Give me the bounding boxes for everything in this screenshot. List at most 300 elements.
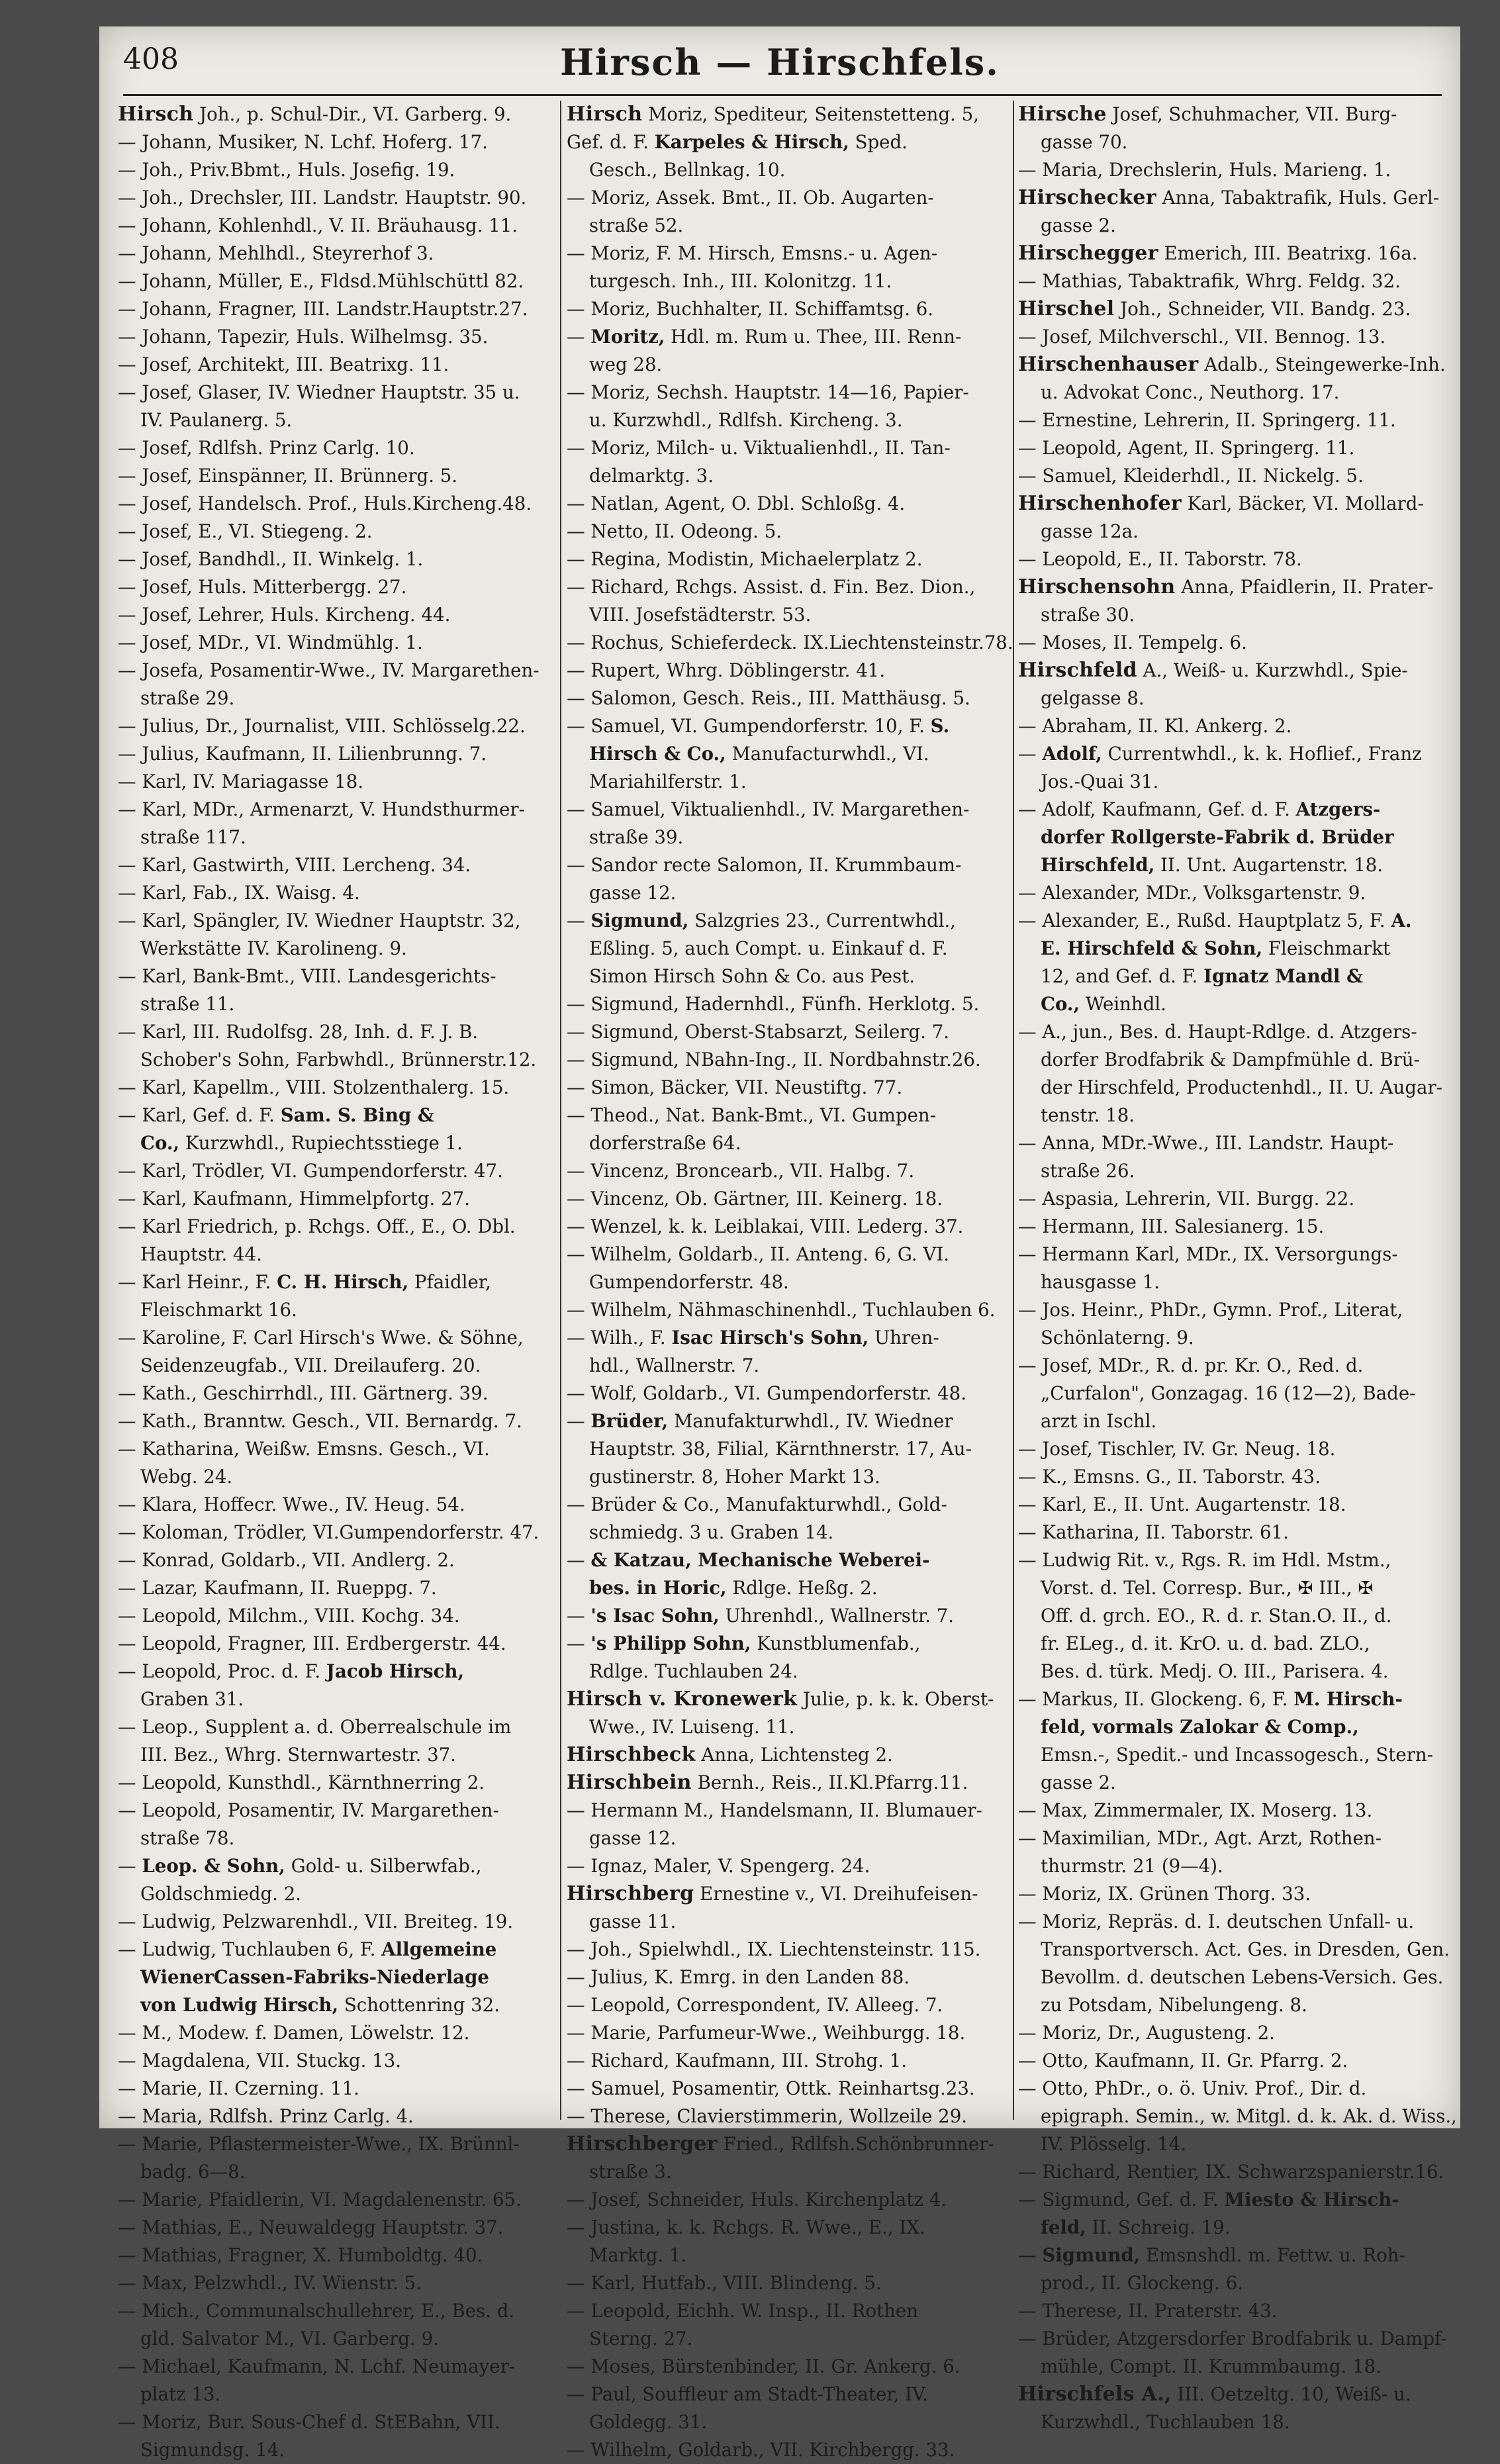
directory-entry-line [567, 2353, 1008, 2381]
directory-entry-line [567, 518, 1008, 545]
directory-entry-line [1018, 1546, 1448, 1574]
entry-text: — Ludwig, Pelzwarenhdl., VII. Breiteg. 19. [118, 1911, 514, 1932]
directory-entry-line [1018, 212, 1448, 240]
entry-text: Hdl. m. Rum u. Thee, III. Renn- [665, 326, 962, 348]
directory-entry-line [118, 1602, 555, 1630]
entry-text: — Karl, Bank-Bmt., VIII. Landesgerichts- [118, 965, 496, 987]
entry-text: Hauptstr. 38, Filial, Kärnthnerstr. 17, Au- [589, 1438, 972, 1460]
directory-entry-line [567, 1797, 1008, 1824]
entry-text: — Max, Pelzwhdl., IV. Wienstr. 5. [118, 2272, 422, 2294]
entry-text: — Josef, MDr., VI. Windmühlg. 1. [118, 632, 423, 653]
firm-name: M. Hirsch- [1293, 1688, 1403, 1710]
entry-text: gasse 12. [589, 882, 677, 904]
directory-entry-line [567, 2269, 1008, 2297]
directory-entry-line [567, 629, 1013, 657]
entry-text: — Hermann Karl, MDr., IX. Versorgungs- [1018, 1243, 1398, 1265]
entry-text: — M., Modew. f. Damen, Löwelstr. 12. [118, 2022, 470, 2044]
entry-text: gasse 70. [1041, 131, 1128, 153]
directory-entry-line [567, 1519, 1008, 1546]
directory-entry-line [118, 1129, 555, 1157]
directory-entry-line [118, 379, 555, 406]
directory-entry-line [1018, 406, 1448, 434]
entry-text: badg. 6—8. [140, 2161, 246, 2183]
directory-entry-line [1018, 156, 1448, 184]
entry-text: gasse 2. [1041, 214, 1116, 236]
entry-headword: Hirschenhofer [1018, 492, 1182, 515]
entry-text: — Samuel, Kleiderhdl., II. Nickelg. 5. [1018, 465, 1364, 487]
entry-text: — Leopold, Kunsthdl., Kärnthnerring 2. [118, 1772, 485, 1793]
entry-text: — Richard, Rchgs. Assist. d. Fin. Bez. Dion., [567, 576, 976, 598]
directory-entry-line [1018, 657, 1448, 685]
entry-text: — Maria, Rdlfsh. Prinz Carlg. 4. [118, 2105, 414, 2127]
entry-text: Kunstblumenfab., [751, 1633, 921, 1654]
directory-entry-line [118, 712, 555, 740]
entry-text: — Katharina, Weißw. Emsns. Gesch., VI. [118, 1438, 490, 1460]
entry-text: platz 13. [140, 2383, 221, 2405]
directory-entry-line [567, 1157, 1008, 1185]
directory-entry-line [1018, 1797, 1448, 1824]
entry-text: — Johann, Musiker, N. Lchf. Hoferg. 17. [118, 131, 488, 153]
directory-column-2 [567, 101, 1013, 2461]
entry-text: Mariahilferstr. 1. [589, 771, 747, 792]
directory-entry-line [1018, 1407, 1448, 1435]
entry-text: — Leopold, E., II. Taborstr. 78. [1018, 548, 1302, 570]
directory-entry-line [118, 1491, 555, 1519]
entry-text: — [567, 910, 591, 931]
entry-text: IV. Paulanerg. 5. [140, 409, 293, 431]
entry-text: — Jos. Heinr., PhDr., Gymn. Prof., Literat, [1018, 1299, 1403, 1321]
directory-entry-line [567, 1352, 1008, 1380]
directory-column-1 [118, 101, 555, 2461]
entry-text: Simon Hirsch Sohn & Co. aus Pest. [589, 965, 915, 987]
directory-entry-line [1018, 963, 1448, 990]
firm-name: 's Isac Sohn, [590, 1605, 720, 1627]
entry-text: — Anna, MDr.-Wwe., III. Landstr. Haupt- [1018, 1132, 1394, 1154]
entry-text: — Rupert, Whrg. Döblingerstr. 41. [567, 659, 886, 681]
entry-text: — Johann, Tapezir, Huls. Wilhelmsg. 35. [118, 326, 489, 348]
directory-entry-line [118, 1574, 555, 1602]
directory-entry-line [118, 1546, 555, 1574]
entry-text: — Karl, Hutfab., VIII. Blindeng. 5. [567, 2272, 882, 2294]
directory-entry-line [567, 824, 1008, 851]
entry-text: Goldschmiedg. 2. [140, 1883, 302, 1905]
entry-text: — Simon, Bäcker, VII. Neustiftg. 77. [567, 1076, 903, 1098]
directory-entry-line [1018, 462, 1448, 490]
entry-text: gld. Salvator M., VI. Garberg. 9. [140, 2328, 439, 2349]
directory-entry-line [567, 1824, 1008, 1852]
entry-headword: Hirschel [1018, 297, 1115, 320]
directory-entry-line [567, 1407, 1008, 1435]
directory-entry-line [567, 1018, 1008, 1046]
entry-text: straße 117. [140, 826, 246, 848]
entry-text: Gumpendorferstr. 48. [589, 1271, 789, 1293]
entry-headword: Hirsch [118, 103, 194, 126]
directory-entry-line [567, 990, 1008, 1018]
directory-entry-line [118, 240, 555, 267]
directory-entry-line [118, 2381, 555, 2408]
column-divider [560, 101, 561, 2120]
directory-entry-line [567, 2297, 1008, 2325]
entry-text: — Hermann, III. Salesianerg. 15. [1018, 1215, 1325, 1237]
entry-text: gasse 2. [1041, 1772, 1116, 1793]
entry-text: — Moriz, Bur. Sous-Chef d. StEBahn, VII. [118, 2411, 500, 2433]
entry-text: Manufakturwhdl., IV. Wiedner [668, 1410, 953, 1432]
entry-text: — Moriz, Milch- u. Viktualienhdl., II. Tan- [567, 437, 951, 459]
entry-headword: Hirschbein [567, 1771, 692, 1794]
firm-name: Hirschfeld, [1041, 854, 1155, 876]
entry-text: Joh., Schneider, VII. Bandg. 23. [1114, 298, 1411, 320]
directory-entry-line [118, 1463, 555, 1491]
directory-entry-line [1018, 1964, 1448, 1991]
firm-name: C. H. Hirsch, [277, 1271, 409, 1293]
directory-entry-line [1018, 351, 1448, 379]
directory-entry-line [567, 323, 1008, 351]
directory-entry-line [118, 2408, 555, 2436]
entry-text: — Leopold, Posamentir, IV. Margarethen- [118, 1799, 499, 1821]
entry-text: — Hermann M., Handelsmann, II. Blumauer- [567, 1799, 982, 1821]
directory-entry-line [567, 740, 1008, 768]
entry-text: Anna, Pfaidlerin, II. Prater- [1175, 576, 1434, 598]
directory-entry-line [118, 1964, 555, 1991]
entry-text: Hauptstr. 44. [140, 1243, 262, 1265]
directory-entry-line [1018, 685, 1448, 712]
directory-entry-line [567, 1685, 1008, 1713]
directory-entry-line [118, 462, 555, 490]
directory-entry-line [1018, 1936, 1448, 1964]
directory-entry-line [1018, 1991, 1448, 2019]
directory-entry-line [1018, 824, 1448, 851]
directory-entry-line [118, 2130, 555, 2158]
entry-text: — Marie, Parfumeur-Wwe., Weihburgg. 18. [567, 2022, 966, 2044]
directory-entry-line [567, 2019, 1008, 2047]
entry-headword: Hirsche [1018, 103, 1107, 126]
entry-text: — Brüder, Atzgersdorfer Brodfabrik u. Dampf- [1018, 2328, 1447, 2349]
directory-entry-line [118, 1658, 555, 1685]
directory-entry-line [1018, 2408, 1448, 2436]
entry-text: — Josef, Einspänner, II. Brünnerg. 5. [118, 465, 458, 487]
entry-text: Wwe., IV. Luiseng. 11. [589, 1716, 795, 1738]
directory-entry-line [1018, 1574, 1448, 1602]
entry-text: — Moriz, F. M. Hirsch, Emsns.- u. Agen- [567, 242, 938, 264]
directory-entry-line [1018, 935, 1448, 963]
entry-text: — Moriz, Repräs. d. I. deutschen Unfall- u. [1018, 1911, 1415, 1932]
directory-entry-line [118, 2103, 555, 2130]
entry-text: IV. Plösselg. 14. [1041, 2133, 1187, 2155]
entry-text: — Karl, Gastwirth, VIII. Lercheng. 34. [118, 854, 471, 876]
directory-entry-line [118, 1407, 555, 1435]
directory-entry-line [118, 406, 555, 434]
directory-entry-line [1018, 712, 1448, 740]
directory-entry-line [567, 963, 1008, 990]
entry-text: gelgasse 8. [1041, 687, 1145, 709]
directory-entry-line [118, 1213, 555, 1241]
entry-text: — Josef, E., VI. Stiegeng. 2. [118, 520, 373, 542]
directory-entry-line [567, 434, 1008, 462]
entry-text: thurmstr. 21 (9—4). [1041, 1855, 1223, 1877]
directory-entry-line [1018, 1519, 1448, 1546]
column-divider [1013, 101, 1014, 2120]
firm-name: Co., [1041, 993, 1080, 1015]
directory-entry-line [1018, 1463, 1448, 1491]
entry-text: — Josef, Milchverschl., VII. Bennog. 13. [1018, 326, 1386, 348]
entry-text: Eßling. 5, auch Compt. u. Einkauf d. F. [589, 937, 948, 959]
entry-text: — Josef, Schneider, Huls. Kirchenplatz 4. [567, 2189, 947, 2210]
directory-entry-line [118, 2158, 555, 2186]
entry-text: Sped. [849, 131, 908, 153]
directory-entry-line [1018, 2325, 1448, 2353]
firm-name: Sigmund, [1042, 2244, 1141, 2266]
directory-entry-line [1018, 1157, 1448, 1185]
directory-entry-line [567, 2186, 1008, 2214]
entry-headword: Hirsch v. Kronewerk [567, 1687, 798, 1711]
directory-entry-line [118, 1991, 555, 2019]
entry-text: — Therese, Clavierstimmerin, Wollzeile 29. [567, 2105, 968, 2127]
firm-name: feld, vormals Zalokar & Comp., [1041, 1716, 1359, 1738]
entry-text: Fried., Rdlfsh.Schönbrunner- [717, 2133, 994, 2155]
entry-text: — Ludwig Rit. v., Rgs. R. im Hdl. Mstm., [1018, 1549, 1391, 1571]
directory-entry-line [118, 1018, 555, 1046]
entry-text: Josef, Schuhmacher, VII. Burg- [1106, 103, 1397, 125]
directory-entry-line [567, 1324, 1008, 1352]
directory-entry-line [1018, 2381, 1448, 2408]
entry-text: Anna, Lichtensteg 2. [695, 1744, 893, 1766]
directory-entry-line [1018, 1769, 1448, 1797]
directory-entry-line [1018, 1129, 1448, 1157]
directory-column-3 [1018, 101, 1457, 2433]
entry-text: — Katharina, II. Taborstr. 61. [1018, 1521, 1289, 1543]
entry-text: Julie, p. k. k. Oberst- [797, 1688, 994, 1710]
directory-entry-line [1018, 1852, 1448, 1880]
entry-text: Kurzwhdl., Rupiechtsstiege 1. [179, 1132, 463, 1154]
entry-text: II. Unt. Augartenstr. 18. [1154, 854, 1383, 876]
entry-text: prod., II. Glockeng. 6. [1041, 2272, 1244, 2294]
entry-text: — Sigmund, Gef. d. F. [1018, 2189, 1225, 2210]
entry-text: Graben 31. [140, 1688, 244, 1710]
directory-entry-line [567, 1936, 1008, 1964]
directory-entry-line [567, 1491, 1008, 1519]
entry-text: — Brüder & Co., Manufakturwhdl., Gold- [567, 1493, 947, 1515]
directory-entry-line [567, 1908, 1008, 1936]
directory-entry-line [1018, 1324, 1448, 1352]
directory-entry-line [567, 1129, 1008, 1157]
entry-text: — Leop., Supplent a. d. Oberrealschule im [118, 1716, 512, 1738]
directory-entry-line [118, 740, 555, 768]
entry-text: straße 78. [140, 1827, 235, 1849]
entry-text: Schönlaterng. 9. [1041, 1327, 1194, 1349]
entry-text: — Karl, Kaufmann, Himmelpfortg. 27. [118, 1188, 470, 1209]
firm-name: A. [1391, 910, 1412, 931]
entry-text: — Regina, Modistin, Michaelerplatz 2. [567, 548, 923, 570]
entry-text: III. Bez., Whrg. Sternwartestr. 37. [140, 1744, 457, 1766]
directory-entry-line [118, 796, 555, 824]
directory-entry-line [118, 351, 555, 379]
entry-text: — Karl, Gef. d. F. [118, 1104, 281, 1126]
directory-entry-line [1018, 101, 1448, 128]
entry-text: — [567, 1605, 591, 1627]
directory-entry-line [118, 2214, 555, 2242]
directory-entry-line [1018, 740, 1448, 768]
entry-text: — Leopold, Correspondent, IV. Alleeg. 7. [567, 1994, 943, 2016]
entry-text: Uhrenhdl., Wallnerstr. 7. [719, 1605, 955, 1627]
entry-text: — Johann, Müller, E., Fldsd.Mühlschüttl 82. [118, 270, 524, 292]
entry-text: — Lazar, Kaufmann, II. Rueppg. 7. [118, 1577, 437, 1599]
directory-entry-line [567, 490, 1008, 518]
entry-text: — Mathias, Tabaktrafik, Whrg. Feldg. 32. [1018, 270, 1401, 292]
entry-text: — Natlan, Agent, O. Dbl. Schloßg. 4. [567, 493, 906, 514]
directory-entry-line [118, 267, 555, 295]
entry-text: — Mathias, Fragner, X. Humboldtg. 40. [118, 2244, 483, 2266]
directory-entry-line [118, 1296, 555, 1324]
directory-entry-line [118, 1936, 555, 1964]
entry-text: Fleischmarkt 16. [140, 1299, 297, 1321]
directory-entry-line [1018, 990, 1448, 1018]
entry-text: — Vincenz, Broncearb., VII. Halbg. 7. [567, 1160, 915, 1182]
entry-text: Jos.-Quai 31. [1041, 771, 1159, 792]
entry-text: straße 29. [140, 687, 235, 709]
entry-text: u. Kurzwhdl., Rdlfsh. Kircheng. 3. [589, 409, 903, 431]
directory-entry-line [567, 1435, 1008, 1463]
entry-text: Kurzwhdl., Tuchlauben 18. [1041, 2411, 1290, 2433]
directory-entry-line [118, 2436, 555, 2464]
entry-text: — Marie, Pflastermeister-Wwe., IX. Brünnl- [118, 2133, 520, 2155]
directory-entry-line [118, 518, 555, 545]
directory-entry-line [567, 879, 1008, 907]
directory-entry-line [567, 657, 1008, 685]
entry-text: 12, and Gef. d. F. [1041, 965, 1204, 987]
entry-text: — Johann, Mehlhdl., Steyrerhof 3. [118, 242, 434, 264]
directory-entry-line [118, 879, 555, 907]
entry-text: — [567, 1549, 591, 1571]
directory-entry-line [118, 545, 555, 573]
directory-entry-line [1018, 2269, 1448, 2297]
directory-entry-line [567, 295, 1008, 323]
entry-text: — Josefa, Posamentir-Wwe., IV. Margarethen- [118, 659, 539, 681]
entry-text: — Sigmund, NBahn-Ing., II. Nordbahnstr.26. [567, 1049, 981, 1070]
directory-entry-line [567, 1102, 1008, 1129]
entry-text: straße 26. [1041, 1160, 1135, 1182]
directory-entry-line [1018, 851, 1448, 879]
entry-text: — Leopold, Eichh. W. Insp., II. Rothen [567, 2300, 919, 2322]
directory-entry-line [1018, 1046, 1448, 1074]
directory-entry-line [567, 1713, 1008, 1741]
directory-entry-line [1018, 240, 1448, 267]
directory-entry-line [567, 1991, 1008, 2019]
entry-text: fr. ELeg., d. it. KrO. u. d. bad. ZLO., [1041, 1633, 1370, 1654]
entry-text: — [567, 326, 591, 348]
entry-text: — Otto, Kaufmann, II. Gr. Pfarrg. 2. [1018, 2050, 1348, 2071]
directory-entry-line [1018, 2075, 1448, 2103]
entry-text: — Wilh., F. [567, 1327, 672, 1349]
firm-name: Sam. S. Bing & [280, 1104, 434, 1126]
directory-entry-line [118, 768, 555, 796]
entry-text: Webg. 24. [140, 1466, 233, 1488]
directory-entry-line [567, 128, 1008, 156]
directory-entry-line [567, 851, 1008, 879]
entry-text: — Mich., Communalschullehrer, E., Bes. d. [118, 2300, 515, 2322]
directory-entry-line [1018, 434, 1448, 462]
directory-entry-line [567, 935, 1008, 963]
directory-entry-line [118, 1630, 555, 1658]
directory-entry-line [567, 2408, 1008, 2436]
entry-text: — Samuel, Viktualienhdl., IV. Margarethen- [567, 798, 970, 820]
entry-text: — Karl, Kapellm., VIII. Stolzenthalerg. 15. [118, 1076, 510, 1098]
entry-text: — Josef, Glaser, IV. Wiedner Hauptstr. 35 u. [118, 381, 520, 403]
directory-entry-line [1018, 1352, 1448, 1380]
entry-text: — Josef, Huls. Mitterbergg. 27. [118, 576, 407, 598]
entry-text: — Josef, MDr., R. d. pr. Kr. O., Red. d. [1018, 1354, 1364, 1376]
directory-entry-line [118, 1824, 555, 1852]
directory-entry-line [567, 462, 1008, 490]
entry-text: — Leopold, Agent, II. Springerg. 11. [1018, 437, 1355, 459]
directory-entry-line [567, 685, 1008, 712]
directory-entry-line [1018, 2297, 1448, 2325]
entry-text: — Moses, II. Tempelg. 6. [1018, 632, 1247, 653]
entry-text: straße 52. [589, 214, 684, 236]
directory-entry-line [118, 824, 555, 851]
entry-text: zu Potsdam, Nibelungeng. 8. [1041, 1994, 1307, 2016]
entry-text: — Paul, Souffleur am Stadt-Theater, IV. [567, 2383, 928, 2405]
directory-entry-line [567, 2242, 1008, 2269]
directory-entry-line [118, 2269, 555, 2297]
directory-entry-line [118, 1268, 555, 1296]
firm-name: S. [930, 715, 950, 737]
directory-entry-line [118, 1185, 555, 1213]
directory-entry-line [1018, 2047, 1448, 2075]
directory-entry-line [567, 156, 1008, 184]
directory-entry-line [118, 212, 555, 240]
directory-entry-line [1018, 768, 1448, 796]
directory-entry-line [567, 2103, 1008, 2130]
directory-entry-line [567, 1741, 1008, 1769]
directory-entry-line [118, 1046, 555, 1074]
directory-entry-line [1018, 1074, 1448, 1102]
entry-text: — Magdalena, VII. Stuckg. 13. [118, 2050, 402, 2071]
directory-entry-line [1018, 879, 1448, 907]
directory-entry-line [118, 490, 555, 518]
entry-text: Marktg. 1. [589, 2244, 687, 2266]
entry-headword: Hirschecker [1018, 186, 1156, 209]
directory-entry-line [118, 963, 555, 990]
directory-entry-line [567, 1046, 1008, 1074]
directory-entry-line [1018, 379, 1448, 406]
entry-text: — Justina, k. k. Rchgs. R. Wwe., E., IX. [567, 2216, 925, 2238]
entry-text: Sigmundsg. 14. [140, 2439, 285, 2461]
directory-entry-line [118, 1741, 555, 1769]
directory-entry-line [1018, 1268, 1448, 1296]
directory-entry-line [118, 2242, 555, 2269]
entry-text: der Hirschfeld, Productenhdl., II. U. Augar- [1041, 1076, 1442, 1098]
entry-text: Sterng. 27. [589, 2328, 693, 2349]
entry-headword: Hirsch [567, 103, 643, 126]
entry-text: — [567, 1410, 591, 1432]
entry-text: — Richard, Rentier, IX. Schwarzspanierstr.16. [1018, 2161, 1444, 2183]
entry-text: Emsnshdl. m. Fettw. u. Roh- [1140, 2244, 1405, 2266]
directory-entry-line [118, 1769, 555, 1797]
directory-entry-line [567, 907, 1008, 935]
directory-entry-line [118, 601, 555, 629]
entry-text: Bes. d. türk. Medj. O. III., Parisera. 4. [1041, 1660, 1389, 1682]
entry-text: Fleischmarkt [1262, 937, 1391, 959]
directory-entry-line [118, 1880, 555, 1908]
directory-entry-line [567, 1380, 1008, 1407]
entry-text: Adalb., Steingewerke-Inh. [1198, 354, 1446, 375]
entry-text: — Ludwig, Tuchlauben 6, F. [118, 1938, 382, 1960]
entry-text: — Vincenz, Ob. Gärtner, III. Keinerg. 18. [567, 1188, 943, 1209]
directory-entry-line [1018, 1658, 1448, 1685]
entry-text: Emsn.-, Spedit.- und Incassogesch., Stern- [1041, 1744, 1434, 1766]
entry-text: — Leopold, Milchm., VIII. Kochg. 34. [118, 1605, 460, 1627]
entry-text: — Markus, II. Glockeng. 6, F. [1018, 1688, 1294, 1710]
